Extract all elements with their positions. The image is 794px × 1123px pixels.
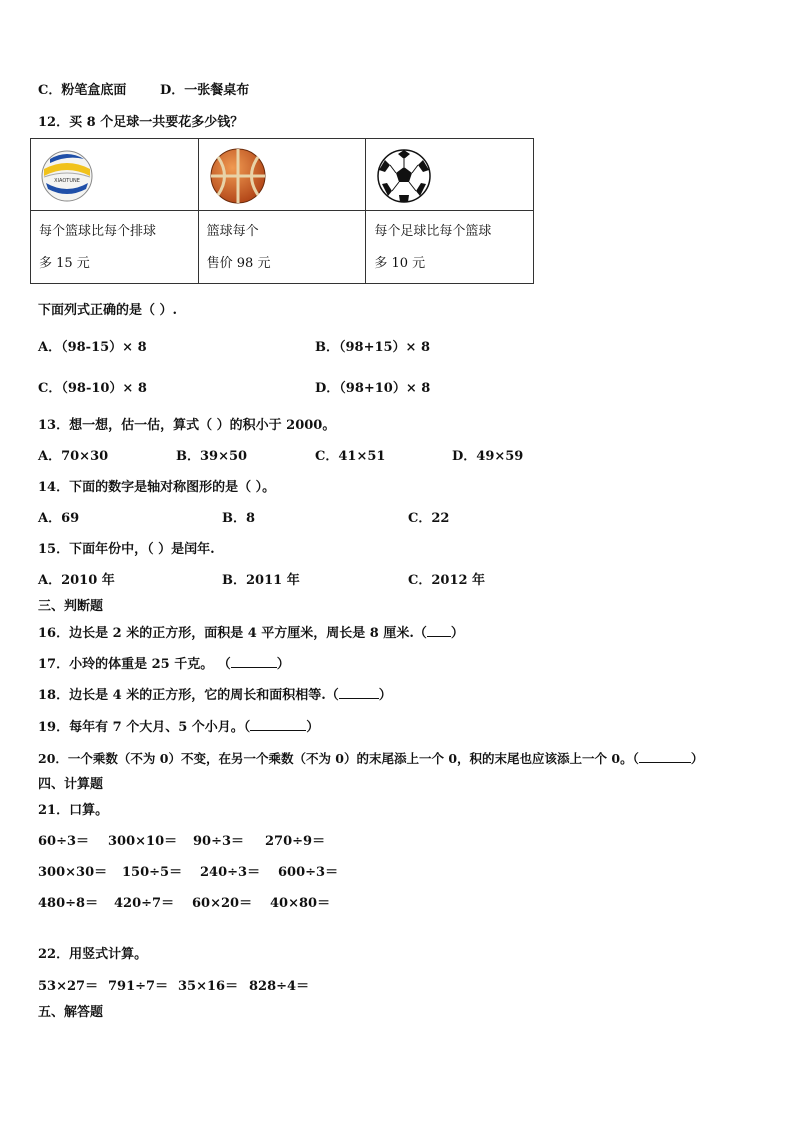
option-c: C．粉笔盒底面 — [38, 83, 127, 98]
question-13-option-a: A．70×30 — [38, 449, 109, 464]
cell-text: 多 15 元 — [39, 256, 90, 271]
section-5-heading: 五、解答题 — [38, 1005, 104, 1020]
table-cell-basketball — [198, 139, 366, 211]
cell-text: 每个足球比每个篮球 — [374, 224, 492, 239]
question-13-option-c: C．41×51 — [315, 449, 386, 464]
mental-calc-item: 60÷3＝ — [38, 834, 90, 849]
question-14-option-c: C．22 — [408, 511, 450, 526]
basketball-icon — [209, 147, 267, 205]
question-20-end: ） — [690, 751, 704, 766]
question-15-text: 15．下面年份中，（ ）是闰年. — [38, 542, 215, 557]
section-4-heading: 四、计算题 — [38, 777, 104, 792]
question-12-title: 12．买 8 个足球一共要花多少钱？ — [38, 115, 244, 130]
vertical-calc-item: 828÷4＝ — [249, 979, 310, 994]
soccer-ball-icon — [376, 148, 432, 204]
vertical-calc-item: 35×16＝ — [178, 979, 239, 994]
answer-blank[interactable] — [639, 750, 691, 763]
question-14-option-a: A．69 — [38, 511, 80, 526]
cell-text: 售价 98 元 — [206, 256, 271, 271]
svg-text:XIAOTUNE: XIAOTUNE — [54, 178, 80, 184]
question-12-option-c: C．（98-10）× 8 — [38, 381, 147, 396]
table-cell-soccer-ball — [366, 139, 534, 211]
table-cell-basketball-price — [198, 211, 366, 284]
table-cell-soccer-vs-basketball — [366, 211, 534, 284]
mental-calc-item: 420÷7＝ — [114, 896, 175, 911]
question-17 — [38, 655, 290, 674]
answer-blank[interactable] — [427, 624, 451, 637]
cell-text: 篮球每个 — [206, 224, 259, 239]
question-16-text: 16．边长是 2 米的正方形，面积是 4 平方厘米，周长是 8 厘米.（ — [38, 626, 427, 641]
answer-blank[interactable] — [339, 686, 379, 699]
section-3-heading: 三、判断题 — [38, 599, 104, 614]
question-12-option-d: D．（98+10）× 8 — [315, 381, 431, 396]
mental-calc-item: 300×10＝ — [108, 834, 178, 849]
question-19 — [38, 718, 319, 737]
question-13-option-b: B．39×50 — [176, 449, 248, 464]
cell-text: 每个篮球比每个排球 — [39, 224, 157, 239]
answer-blank[interactable] — [250, 718, 306, 731]
question-15-option-a: A．2010 年 — [38, 573, 115, 588]
mental-calc-item: 270÷9＝ — [265, 834, 326, 849]
table-cell-basketball-vs-volleyball — [31, 211, 199, 284]
question-12-option-a: A．（98-15）× 8 — [38, 340, 147, 355]
cell-text: 多 10 元 — [374, 256, 426, 271]
question-18 — [38, 686, 392, 705]
question-18-text: 18．边长是 4 米的正方形，它的周长和面积相等.（ — [38, 688, 339, 703]
mental-calc-item: 300×30＝ — [38, 865, 108, 880]
mental-calc-item: 150÷5＝ — [122, 865, 183, 880]
mental-calc-item: 90÷3＝ — [193, 834, 245, 849]
question-12-prompt: 下面列式正确的是（ ）. — [38, 303, 178, 318]
mental-calc-item: 480÷8＝ — [38, 896, 99, 911]
question-17-end: ） — [276, 657, 290, 672]
question-20-text: 20．一个乘数（不为 0）不变，在另一个乘数（不为 0）的末尾添上一个 0，积的末尾也应该添上一个 0。（ — [38, 751, 639, 766]
question-17-text: 17．小玲的体重是 25 千克。 （ — [38, 657, 231, 672]
question-15-option-b: B．2011 年 — [222, 573, 300, 588]
mental-calc-item: 40×80＝ — [270, 896, 331, 911]
question-19-text: 19．每年有 7 个大月、5 个小月。（ — [38, 720, 251, 735]
question-18-end: ） — [378, 688, 392, 703]
mental-calc-item: 600÷3＝ — [278, 865, 339, 880]
question-16-end: ） — [450, 626, 464, 641]
question-20 — [38, 750, 703, 768]
question-16 — [38, 624, 464, 643]
vertical-calc-item: 791÷7＝ — [108, 979, 169, 994]
question-14-option-b: B．8 — [222, 511, 256, 526]
question-21-title: 21．口算。 — [38, 803, 109, 818]
question-15-option-c: C．2012 年 — [408, 573, 486, 588]
answer-blank[interactable] — [231, 655, 277, 668]
question-19-end: ） — [306, 720, 320, 735]
question-14-text: 14．下面的数字是轴对称图形的是（ ）。 — [38, 480, 276, 495]
volleyball-icon — [40, 149, 94, 203]
option-d: D．一张餐桌布 — [160, 83, 250, 98]
mental-calc-item: 240÷3＝ — [200, 865, 261, 880]
ball-price-table — [30, 138, 534, 284]
question-12-option-b: B．（98+15）× 8 — [315, 340, 431, 355]
mental-calc-item: 60×20＝ — [192, 896, 253, 911]
table-cell-volleyball — [31, 139, 199, 211]
question-22-title: 22．用竖式计算。 — [38, 947, 148, 962]
vertical-calc-item: 53×27＝ — [38, 979, 99, 994]
question-13-option-d: D．49×59 — [452, 449, 524, 464]
question-13-text: 13．想一想，估一估，算式（ ）的积小于 2000。 — [38, 418, 336, 433]
